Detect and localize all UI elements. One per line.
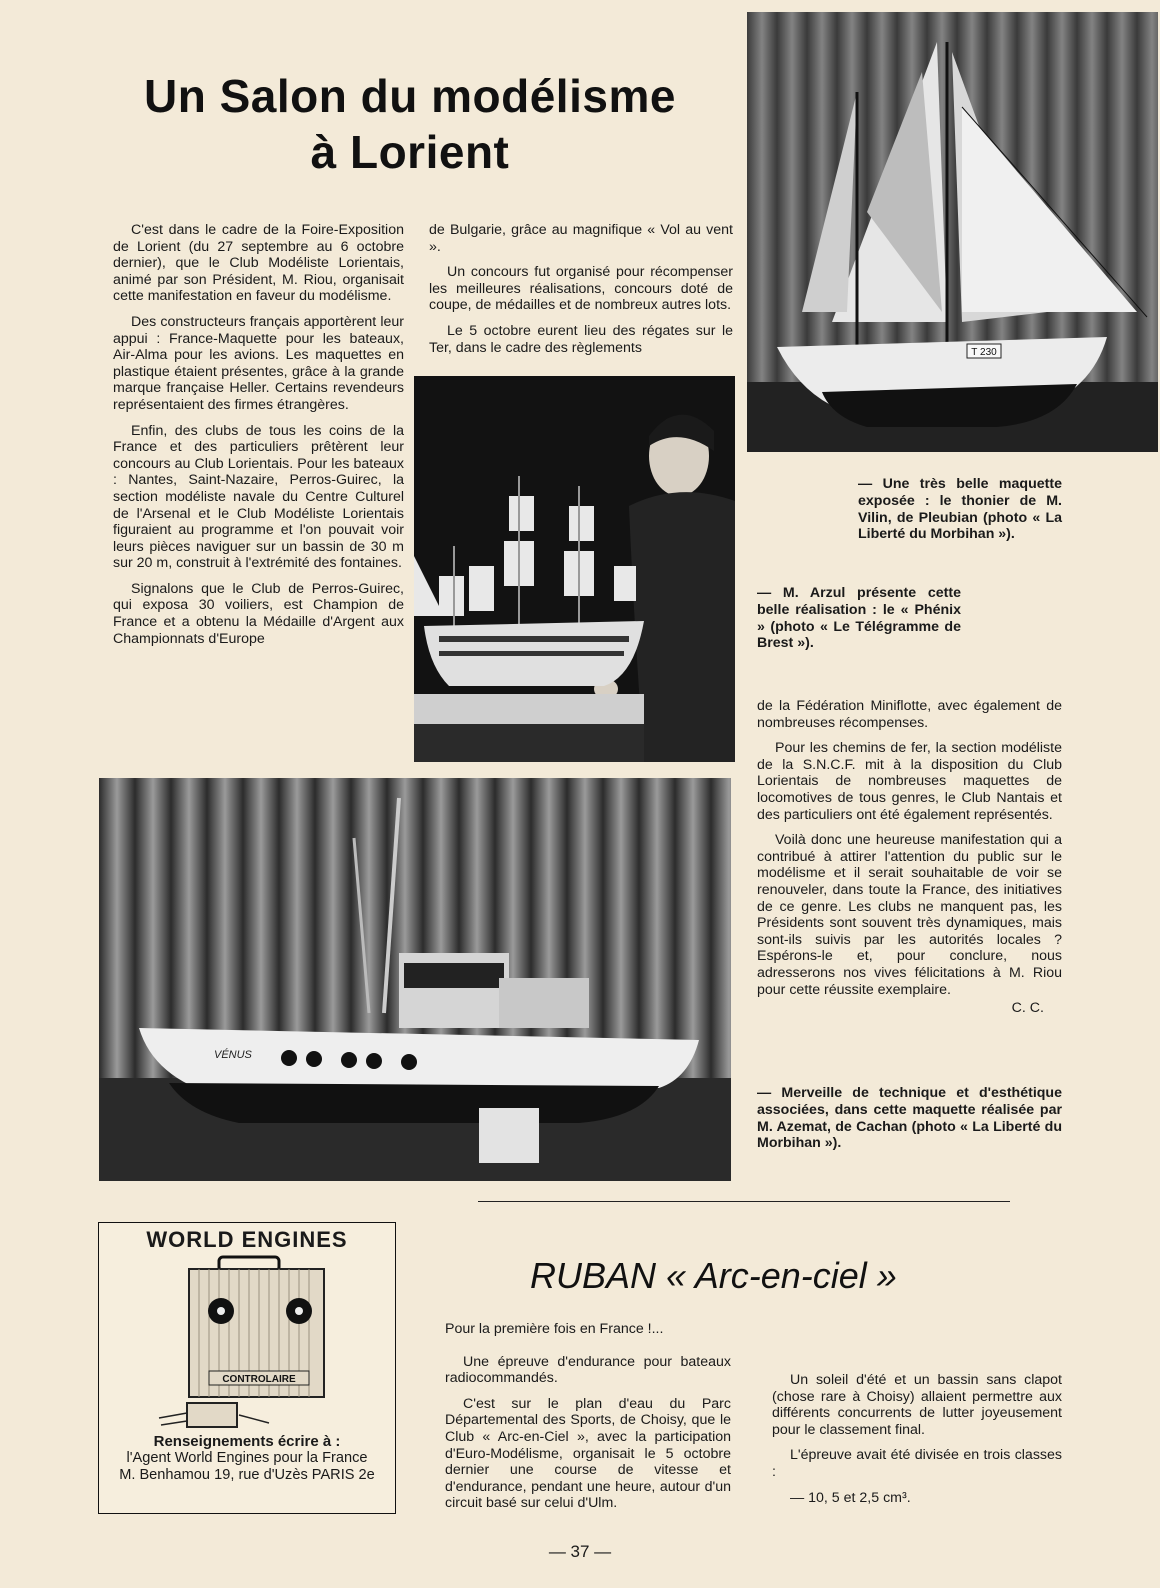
ad-info-line2: l'Agent World Engines pour la France [126, 1450, 368, 1466]
ad-info-line3: M. Benhamou 19, rue d'Uzès PARIS 2e [119, 1467, 375, 1483]
controller-icon [99, 1253, 395, 1433]
world-engines-ad [98, 1222, 396, 1514]
galleon-illustration [414, 376, 735, 762]
paragraph: C'est sur le plan d'eau du Parc Départemental des Sports, de Choisy, que le Club « Arc-en-Ciel », avec la participation d'Euro-Modélisme, organisait le 5 octobre dernier une course de vitesse et d'endurance, pendant une heure, autour d'un circuit basé sur celui d'Ulm. [445, 1395, 731, 1512]
paragraph: Une épreuve d'endurance pour bateaux radiocommandés. [445, 1353, 731, 1387]
page-number: — 37 — [548, 1542, 612, 1561]
caption-phenix: — M. Arzul présente cette belle réalisation : le « Phénix » (photo « Le Télégramme de Brest »). [757, 585, 961, 652]
caption-venus: — Merveille de technique et d'esthétique associées, dans cette maquette réalisée par M. Azemat, de Cachan (photo « La Liberté du Morbihan »). [757, 1085, 1062, 1152]
ad-brand: WORLD ENGINES [146, 1227, 348, 1252]
article-column-2 [429, 222, 733, 365]
photo-thonier [747, 12, 1158, 452]
paragraph: Un soleil d'été et un bassin sans clapot (chose rare à Choisy) allaient permettre aux différents concurrents de lutter joyeusement pour le classement final. [772, 1372, 1062, 1438]
sailboat-illustration [747, 12, 1158, 452]
photo-phenix [414, 376, 735, 762]
boat-name-label: VÉNUS [214, 1049, 252, 1061]
paragraph: Un concours fut organisé pour récompenser les meilleures réalisations, concours doté de coupe, de médailles et de nombreux autres lots. [429, 264, 733, 314]
ruban-column-1 [445, 1321, 731, 1521]
article-title-line2: à Lorient [310, 126, 510, 178]
paragraph: de la Fédération Miniflotte, avec également de nombreuses récompenses. [757, 698, 1062, 731]
article-column-3 [757, 698, 1062, 1016]
paragraph: de Bulgarie, grâce au magnifique « Vol au vent ». [429, 222, 733, 255]
article-title-line1: Un Salon du modélisme [144, 70, 676, 122]
ad-info-line1: Renseignements écrire à : [153, 1433, 341, 1450]
paragraph: Signalons que le Club de Perros-Guirec, qui exposa 30 voiliers, est Champion de France et a obtenu la Médaille d'Argent aux Championnats d'Europe [113, 580, 404, 647]
article-column-1 [113, 222, 404, 656]
paragraph: C'est dans le cadre de la Foire-Exposition de Lorient (du 27 septembre au 6 octobre dernier), que le Club Modéliste Lorientais, animé par son Président, M. Riou, organisait cette manifestation en faveur du modélisme. [113, 222, 404, 305]
ruban-column-2 [772, 1372, 1062, 1515]
signature: C. C. [1011, 1000, 1044, 1017]
paragraph: Voilà donc une heureuse manifestation qui a contribué à attirer l'attention du public sur le modélisme et il serait souhaitable de voir se renouveler, dans toute la France, des initiatives de ce genre. Les clubs ne manquent pas, les Présidents sont souvent très dynamiques, mais sont-ils suivis par les autorités locales ? Espérons-le et, pour conclure, nous adresserons nos vives félicitations à M. Riou pour cette réussite exemplaire. [757, 832, 1062, 998]
ruban-title: RUBAN « Arc-en-ciel » [530, 1255, 897, 1296]
caption-thonier: — Une très belle maquette exposée : le thonier de M. Vilin, de Pleubian (photo « La Liberté du Morbihan »). [858, 476, 1062, 543]
paragraph: — 10, 5 et 2,5 cm³. [790, 1489, 911, 1506]
motorboat-illustration [99, 778, 731, 1181]
paragraph: Pour la première fois en France !... [445, 1321, 664, 1337]
paragraph: Des constructeurs français apportèrent leur appui : France-Maquette pour les bateaux, Air-Alma pour les avions. Les maquettes en plastique étaient présentes, grâce à la grande marque française Heller. Certains revendeurs représentaient des firmes étrangères. [113, 313, 404, 413]
device-label: CONTROLAIRE [222, 1374, 296, 1385]
section-divider [478, 1201, 1010, 1202]
paragraph: L'épreuve avait été divisée en trois classes : [772, 1447, 1062, 1480]
article-title [110, 68, 710, 180]
sail-number-label: T 230 [971, 347, 997, 358]
paragraph: Le 5 octobre eurent lieu des régates sur le Ter, dans le cadre des règlements [429, 322, 733, 356]
paragraph: Pour les chemins de fer, la section modéliste de la S.N.C.F. mit à la disposition du Club Lorientais de nombreuses maquettes de locomotives de tous genres, le Club Nantais et des particuliers ont été également représentés. [757, 740, 1062, 823]
photo-venus [99, 778, 731, 1181]
paragraph: Enfin, des clubs de tous les coins de la France et des particuliers prêtèrent leur concours au Club Lorientais. Pour les bateaux : Nantes, Saint-Nazaire, Perros-Guirec, la section modéliste navale du Centre Culturel de l'Arsenal et le Club Modéliste Lorientais figuraient au programme et l'on pouvait voir leurs pièces naviguer sur un bassin de 30 m sur 20 m, construit à l'extrémité des fontaines. [113, 422, 404, 572]
